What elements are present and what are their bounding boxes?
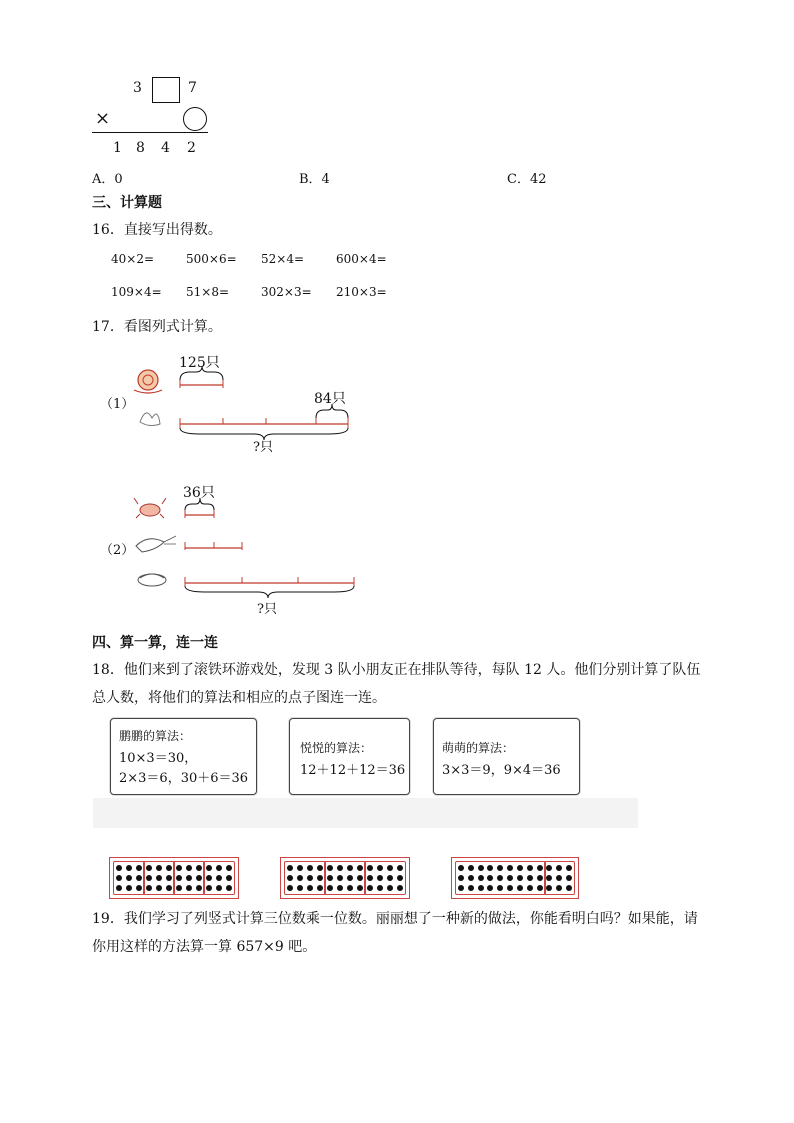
dot (287, 865, 293, 871)
dot (146, 865, 152, 871)
result-digit: 1 (113, 140, 122, 156)
snail-icon (134, 370, 162, 393)
q18-text-line1: 18．他们来到了滚铁环游戏处，发现 3 队小朋友正在排队等待，每队 12 人。他们分别计算了队伍 (92, 662, 701, 678)
q16-item: 109×4= (111, 285, 162, 299)
result-digit: 2 (187, 140, 196, 156)
dot (357, 865, 363, 871)
dot (166, 865, 172, 871)
dot (297, 875, 303, 881)
q16-item: 302×3= (261, 285, 312, 299)
dot (176, 875, 182, 881)
dot (347, 865, 353, 871)
dot (367, 865, 373, 871)
q17-part1-top-value: 125只 (179, 355, 220, 371)
dot (116, 875, 122, 881)
dot-diagram-1[interactable] (109, 857, 239, 899)
dot (377, 875, 383, 881)
choice-b[interactable]: B．4 (299, 172, 330, 187)
dot (226, 865, 232, 871)
method-title: 悦悦的算法： (300, 741, 373, 755)
q16-item: 52×4= (261, 252, 305, 266)
dot (297, 865, 303, 871)
method-line: 2×3＝6，30＋6＝36 (119, 771, 249, 786)
background-band (93, 798, 638, 828)
dot (206, 875, 212, 881)
dot (397, 865, 403, 871)
dot (317, 875, 323, 881)
q17-part1-right-value: 84只 (314, 391, 346, 407)
dot (387, 885, 393, 891)
dot (527, 875, 533, 881)
dot (206, 885, 212, 891)
dot (337, 865, 343, 871)
dot (537, 875, 543, 881)
dot (478, 875, 484, 881)
dot-diagram-2[interactable] (280, 857, 410, 899)
dot (458, 885, 464, 891)
dot (367, 885, 373, 891)
shrimp-icon (136, 536, 176, 552)
q19-text-line2: 你用这样的方法算一算 657×9 吧。 (92, 939, 317, 955)
dot (136, 865, 142, 871)
section-4-title: 四、算一算，连一连 (92, 635, 218, 651)
dot (176, 885, 182, 891)
dot (377, 865, 383, 871)
dot (186, 885, 192, 891)
method-box-pengpeng[interactable] (110, 718, 257, 795)
dot (156, 865, 162, 871)
q17-part2-top-value: 36只 (183, 485, 215, 501)
dot (317, 885, 323, 891)
dot (136, 875, 142, 881)
dot (317, 865, 323, 871)
method-title: 萌萌的算法： (442, 741, 515, 755)
dot (216, 875, 222, 881)
dot (458, 865, 464, 871)
dot (478, 885, 484, 891)
dot (468, 875, 474, 881)
missing-multiplier-circle[interactable] (183, 107, 207, 131)
dot (537, 885, 543, 891)
dot (196, 875, 202, 881)
q16-item: 40×2= (111, 252, 155, 266)
dot (468, 865, 474, 871)
method-line: 10×3＝30， (119, 751, 198, 766)
dot (357, 885, 363, 891)
dot (478, 865, 484, 871)
dot (527, 885, 533, 891)
dot (186, 875, 192, 881)
method-box-yueyue[interactable] (289, 718, 410, 795)
dot (458, 875, 464, 881)
method-title: 鹏鹏的算法： (119, 729, 192, 743)
digit-3: 3 (133, 80, 142, 96)
dot (537, 865, 543, 871)
dot (307, 875, 313, 881)
dot (186, 865, 192, 871)
dot (337, 875, 343, 881)
dot (156, 875, 162, 881)
method-line: 12＋12＋12＝36 (300, 763, 406, 778)
dot (307, 885, 313, 891)
q17-part2-diagram (130, 482, 370, 610)
dot (146, 885, 152, 891)
dot (387, 875, 393, 881)
dot (216, 865, 222, 871)
dot (327, 865, 333, 871)
dot (206, 865, 212, 871)
dot (216, 885, 222, 891)
q19-text-line1: 19．我们学习了列竖式计算三位数乘一位数。丽丽想了一种新的做法，你能看明白吗？如果能，请 (92, 911, 698, 927)
q16-item: 51×8= (186, 285, 230, 299)
dot (337, 885, 343, 891)
times-sign: × (95, 108, 111, 129)
dot (367, 875, 373, 881)
dot (116, 865, 122, 871)
dot-diagram-3[interactable] (451, 857, 579, 899)
dot (347, 875, 353, 881)
choice-c[interactable]: C．42 (507, 172, 547, 187)
crab-icon (134, 498, 166, 518)
dot (136, 885, 142, 891)
digit-7: 7 (188, 80, 197, 96)
dot (327, 885, 333, 891)
dot (287, 885, 293, 891)
q17-part1-total: ?只 (253, 440, 273, 455)
dot (176, 865, 182, 871)
product-line (92, 132, 208, 133)
dot (146, 875, 152, 881)
dot (166, 885, 172, 891)
q16-item: 210×3= (336, 285, 387, 299)
section-3-title: 三、计算题 (92, 195, 162, 211)
dot (196, 885, 202, 891)
dot (287, 875, 293, 881)
shell-icon (138, 574, 166, 586)
dot (517, 875, 523, 881)
dot (527, 865, 533, 871)
dot (397, 875, 403, 881)
dot (196, 865, 202, 871)
dot (126, 885, 132, 891)
dot (357, 875, 363, 881)
method-box-mengmeng[interactable] (433, 718, 580, 795)
dot (327, 875, 333, 881)
missing-digit-box[interactable] (152, 77, 180, 103)
dot (126, 865, 132, 871)
q17-part2-label: （2） (100, 543, 135, 558)
dot (126, 875, 132, 881)
dot (297, 885, 303, 891)
dot (226, 885, 232, 891)
q16-prompt: 16．直接写出得数。 (92, 222, 222, 238)
dot (377, 885, 383, 891)
q17-part1-label: （1） (100, 397, 135, 412)
dot (517, 865, 523, 871)
q16-item: 500×6= (186, 252, 237, 266)
dot (156, 885, 162, 891)
dot (347, 885, 353, 891)
choice-a[interactable]: A．0 (92, 172, 123, 187)
butterfly-icon (140, 413, 160, 426)
dot (468, 885, 474, 891)
dot (517, 885, 523, 891)
dot (226, 875, 232, 881)
dot (397, 885, 403, 891)
result-digit: 4 (161, 140, 170, 156)
dot (166, 875, 172, 881)
q17-prompt: 17．看图列式计算。 (92, 319, 222, 335)
method-line: 3×3＝9，9×4＝36 (442, 763, 561, 778)
dot (387, 865, 393, 871)
q16-item: 600×4= (336, 252, 387, 266)
q18-text-line2: 总人数，将他们的算法和相应的点子图连一连。 (92, 690, 386, 706)
result-digit: 8 (136, 140, 145, 156)
dot (116, 885, 122, 891)
q17-part2-total: ?只 (257, 602, 277, 617)
dot (307, 865, 313, 871)
